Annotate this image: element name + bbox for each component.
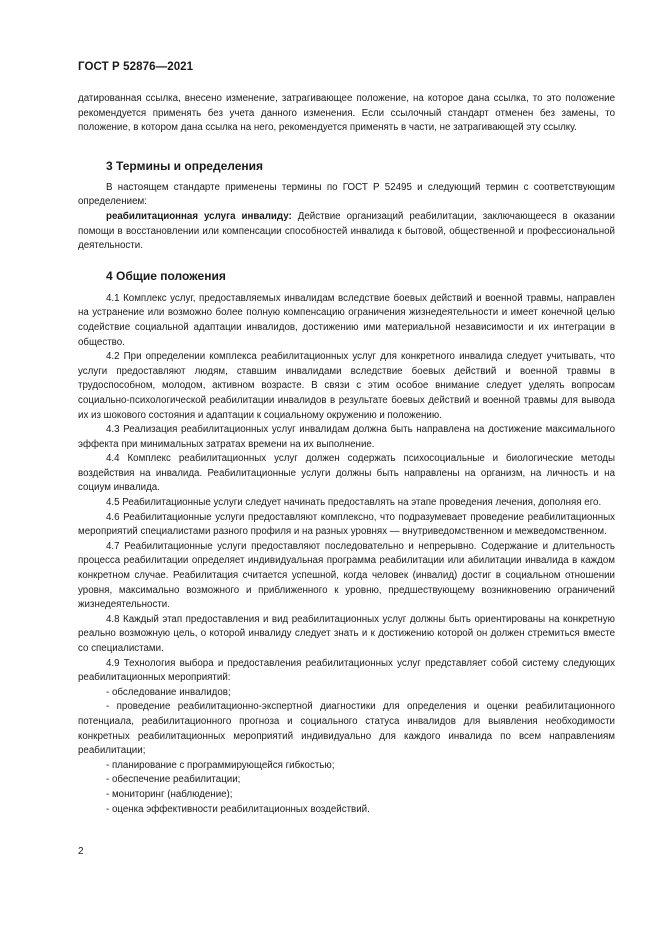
term-definition	[78, 210, 615, 254]
section-3-paragraph: В настоящем стандарте применены термины по ГОСТ Р 52495 и следующий термин с соответствующим определением:	[78, 181, 615, 208]
paragraph-4-7: 4.7 Реабилитационные услуги предоставляют последовательно и непрерывно. Содержание и длительность процесса реабилитации определяет индивидуальная программа реабилитации или абилитации инвалида в каждом конкретном случае. Реабилитация считается успешной, когда человек (инвалид) достиг в социальном отношении уровня, максимально возможного и приближенного к уровню, предшествующему возникновению ограничений жизнедеятельности.	[78, 540, 615, 611]
list-item: - планирование с программирующейся гибкостью;	[106, 759, 335, 771]
term-text: Действие организаций реабилитации, заключающееся в оказании помощи в восстановлении или компенсации способностей инвалида к бытовой, общественной и профессиональной деятельности.	[78, 210, 616, 252]
list-item: - проведение реабилитационно-экспертной диагностики для определения и оценки реабилитационного потенциала, реабилитационного прогноза и социального статуса инвалидов для выявления необходимости конкретных реабилитационных мероприятий индивидуально для каждого инвалида по всем направлениям реабилитации;	[78, 701, 615, 757]
list-item: - мониторинг (наблюдение);	[106, 788, 233, 800]
section-3-title: 3 Термины и определения	[106, 158, 264, 173]
paragraph-4-5: 4.5 Реабилитационные услуги следует начинать предоставлять на этапе проведения лечения, дополняя его.	[106, 497, 602, 509]
paragraph-4-4: 4.4 Комплекс реабилитационных услуг должен содержать психосоциальные и биологические методы воздействия на инвалида. Реабилитационные услуги должны быть направлены на организм, на личность и на социум инвалида.	[78, 453, 615, 494]
list-item: - обеспечение реабилитации;	[106, 774, 241, 786]
list-item: - обследование инвалидов;	[106, 686, 231, 698]
page-number: 2	[78, 846, 84, 857]
paragraph-4-2: 4.2 При определении комплекса реабилитационных услуг для конкретного инвалида следует учитывать, что услуги предоставляют людям, ставшим инвалидами вследствие боевых действий и военной травмы в трудоспособном, молодом, активном возрасте. В связи с этим особое внимание следует уделять вопросам социально-психологической реабилитации инвалидов в результате боевых действий и военной травмы для вывода их из шокового состояния и адаптации к социальному окружению и положению.	[78, 351, 615, 421]
section-4-title: 4 Общие положения	[106, 268, 226, 283]
paragraph-4-8: 4.8 Каждый этап предоставления и вид реабилитационных услуг должны быть ориентированы на конкретную реально возможную цель, о которой инвалиду следует знать и к достижению которой он должен стремиться вместе со специалистами.	[78, 613, 615, 654]
paragraph-4-6: 4.6 Реабилитационные услуги предоставляют комплексно, что подразумевает проведение реабилитационных мероприятий специалистами разного профиля и на разных уровнях — внутриведомственном и межведомственном.	[78, 511, 615, 538]
paragraph-4-9: 4.9 Технология выбора и предоставления реабилитационных услуг представляет собой систему следующих реабилитационных мероприятий:	[78, 657, 615, 684]
intro-paragraph: датированная ссылка, внесено изменение, затрагивающее положение, на которое дана ссылка, то это положение рекомендуется применять без учета данного изменения. Если ссылочный стандарт отменен без замены, то положение, в котором дана ссылка на него, рекомендуется применять в части, не затрагивающей эту ссылку.	[78, 93, 615, 134]
term-name: реабилитационная услуга инвалиду:	[106, 210, 292, 222]
standard-header: ГОСТ Р 52876—2021	[78, 61, 194, 73]
paragraph-4-3: 4.3 Реализация реабилитационных услуг инвалидам должна быть направлена на достижение максимального эффекта при минимальных затратах времени на их выполнение.	[78, 424, 615, 450]
list-item: - оценка эффективности реабилитационных воздействий.	[106, 803, 370, 815]
page-content	[78, 92, 615, 817]
paragraph-4-1: 4.1 Комплекс услуг, предоставляемых инвалидам вследствие боевых действий и военной травмы, направлен на устранение или возможно более полную компенсацию ограничения жизнедеятельности и имеет конечной целью содействие социальной адаптации инвалидов, достижению ими материальной независимости и их интеграции в общество.	[78, 292, 615, 348]
